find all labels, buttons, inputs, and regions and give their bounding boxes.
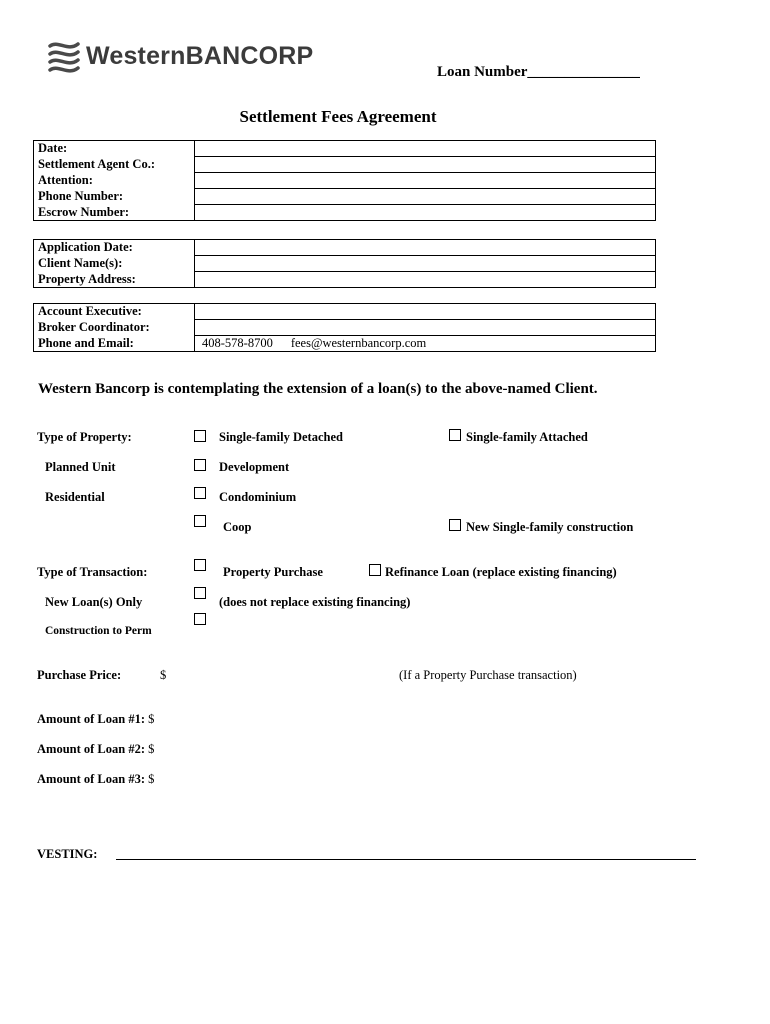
application-date-field[interactable]	[195, 240, 656, 256]
refinance-checkbox[interactable]	[369, 564, 381, 576]
type-of-transaction-label: Type of Transaction:	[37, 565, 148, 579]
date-field[interactable]	[195, 141, 656, 157]
table-row	[34, 240, 656, 256]
new-construction-checkbox[interactable]	[449, 519, 461, 531]
loan-number-field[interactable]: Loan Number_______________	[437, 64, 640, 80]
loan-amount-1[interactable]	[37, 712, 154, 727]
construction-to-perm-checkbox[interactable]	[194, 613, 206, 625]
contact-email: fees@westernbancorp.com	[290, 336, 427, 350]
contact-info-table	[33, 303, 656, 352]
loan-amount-2-currency: $	[148, 742, 155, 756]
development-label: Development	[219, 460, 290, 474]
new-loans-checkbox[interactable]	[194, 587, 206, 599]
residential-label: Residential	[45, 490, 105, 504]
table-row	[34, 205, 656, 221]
table-row	[34, 173, 656, 189]
settlement-agent-field[interactable]	[195, 157, 656, 173]
account-executive-label: Account Executive:	[34, 304, 195, 320]
broker-coordinator-field[interactable]	[195, 320, 656, 336]
new-loans-only-label: New Loan(s) Only	[45, 595, 143, 609]
purchase-price-currency[interactable]: $	[160, 668, 167, 682]
purchase-price-label: Purchase Price:	[37, 668, 122, 682]
settlement-info-table	[33, 140, 656, 221]
account-executive-field[interactable]	[195, 304, 656, 320]
purchase-price-note: (If a Property Purchase transaction)	[399, 668, 577, 682]
table-row	[34, 157, 656, 173]
attention-label: Attention:	[34, 173, 195, 189]
construction-to-perm-label: Construction to Perm	[45, 625, 152, 637]
loan-amount-1-currency: $	[148, 712, 155, 726]
coop-label: Coop	[223, 520, 252, 534]
refinance-label: Refinance Loan (replace existing financing)	[385, 565, 617, 579]
intro-statement: Western Bancorp is contemplating the extension of a loan(s) to the above-named Client.	[38, 381, 598, 397]
property-address-label: Property Address:	[34, 272, 195, 288]
client-info-table	[33, 239, 656, 288]
loan-amount-2-label: Amount of Loan #2:	[37, 742, 145, 756]
property-address-field[interactable]	[195, 272, 656, 288]
type-of-property-label: Type of Property:	[37, 430, 132, 444]
escrow-number-field[interactable]	[195, 205, 656, 221]
table-row	[34, 189, 656, 205]
no-replace-label: (does not replace existing financing)	[219, 595, 411, 609]
page-title: Settlement Fees Agreement	[239, 107, 437, 126]
contact-phone: 408-578-8700	[202, 336, 273, 350]
waves-icon	[48, 40, 80, 74]
application-date-label: Application Date:	[34, 240, 195, 256]
loan-amount-1-label: Amount of Loan #1:	[37, 712, 145, 726]
loan-amount-3-currency: $	[148, 772, 155, 786]
client-names-field[interactable]	[195, 256, 656, 272]
single-family-attached-label: Single-family Attached	[466, 430, 588, 444]
condominium-checkbox[interactable]	[194, 487, 206, 499]
single-family-attached-checkbox[interactable]	[449, 429, 461, 441]
coop-checkbox[interactable]	[194, 515, 206, 527]
logo-wordmark	[86, 42, 313, 71]
single-family-detached-label: Single-family Detached	[219, 430, 343, 444]
logo-name-bancorp: BANCORP	[185, 42, 314, 70]
vesting-label: VESTING:	[37, 847, 98, 861]
loan-amount-3[interactable]	[37, 772, 154, 787]
phone-number-field[interactable]	[195, 189, 656, 205]
property-purchase-label: Property Purchase	[223, 565, 323, 579]
broker-coordinator-label: Broker Coordinator:	[34, 320, 195, 336]
table-row	[34, 336, 656, 352]
development-checkbox[interactable]	[194, 459, 206, 471]
table-row	[34, 304, 656, 320]
phone-email-field	[195, 336, 656, 352]
property-purchase-checkbox[interactable]	[194, 559, 206, 571]
loan-amount-2[interactable]	[37, 742, 154, 757]
logo-name-western: Western	[86, 42, 186, 70]
condominium-label: Condominium	[219, 490, 297, 504]
planned-unit-label: Planned Unit	[45, 460, 116, 474]
client-names-label: Client Name(s):	[34, 256, 195, 272]
escrow-number-label: Escrow Number:	[34, 205, 195, 221]
loan-amount-3-label: Amount of Loan #3:	[37, 772, 145, 786]
table-row	[34, 141, 656, 157]
single-family-detached-checkbox[interactable]	[194, 430, 206, 442]
new-construction-label: New Single-family construction	[466, 520, 634, 534]
attention-field[interactable]	[195, 173, 656, 189]
settlement-agent-label: Settlement Agent Co.:	[34, 157, 195, 173]
vesting-field[interactable]	[116, 859, 696, 860]
western-bancorp-logo	[48, 40, 338, 80]
table-row	[34, 256, 656, 272]
phone-email-label: Phone and Email:	[34, 336, 195, 352]
phone-number-label: Phone Number:	[34, 189, 195, 205]
table-row	[34, 320, 656, 336]
date-label: Date:	[34, 141, 195, 157]
table-row	[34, 272, 656, 288]
